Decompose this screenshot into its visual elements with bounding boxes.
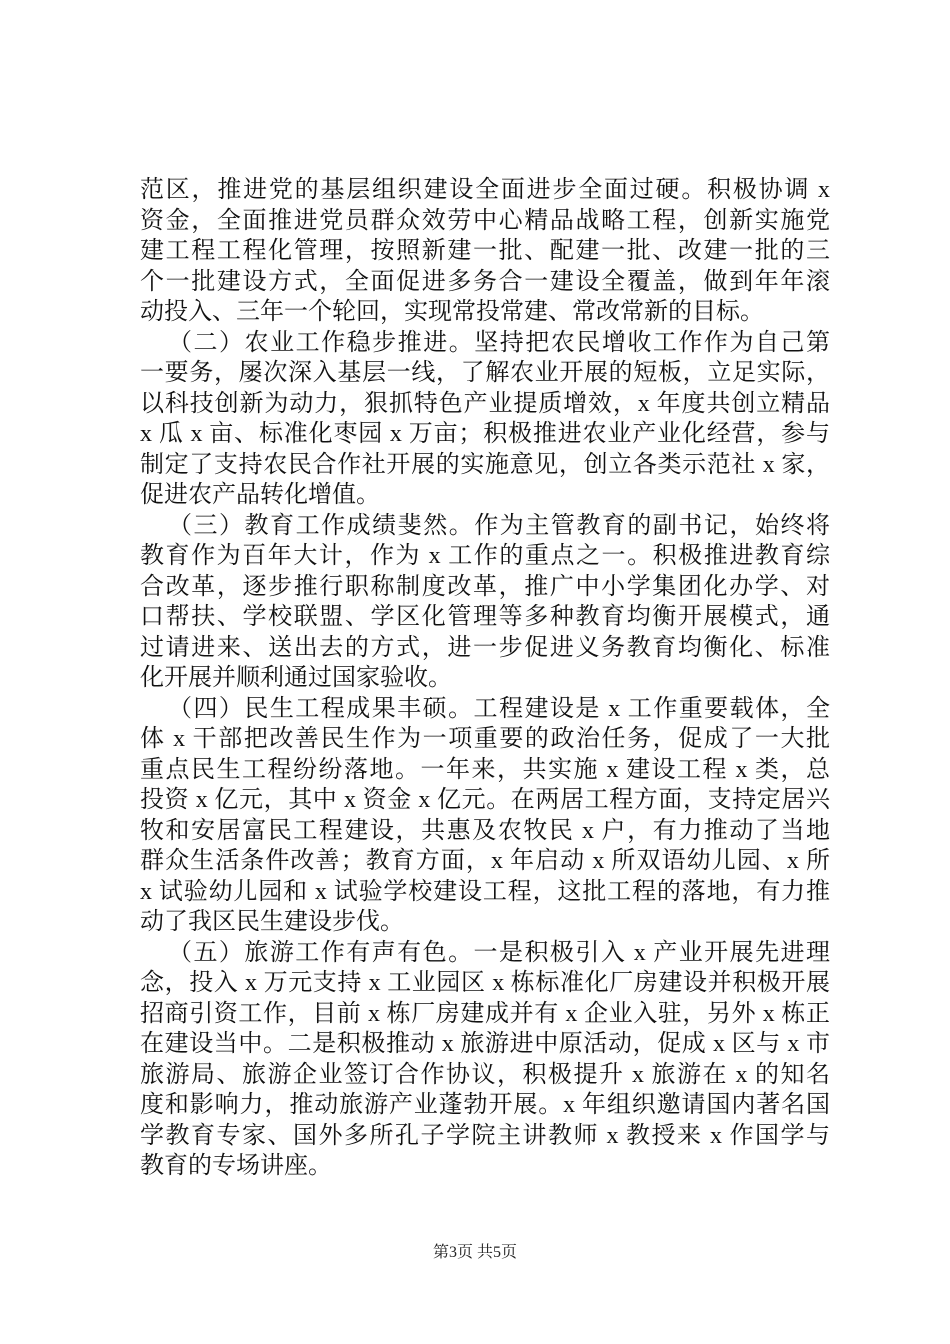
text-line: 动了我区民生建设步伐。 bbox=[140, 909, 404, 935]
text-line: 牧和安居富民工程建设，共惠及农牧民 x 户，有力推动了当地 bbox=[140, 817, 830, 844]
text-line: 动投入、三年一个轮回，实现常投常建、常改常新的目标。 bbox=[140, 299, 764, 325]
text-line: 群众生活条件改善；教育方面，x 年启动 x 所双语幼儿园、x 所 bbox=[140, 848, 830, 874]
text-line: x 瓜 x 亩、标准化枣园 x 万亩；积极推进农业产业化经营，参与 bbox=[140, 421, 830, 447]
text-line: x 试验幼儿园和 x 试验学校建设工程，这批工程的落地，有力推 bbox=[140, 878, 830, 905]
text-line: 重点民生工程纷纷落地。一年来，共实施 x 建设工程 x 类，总 bbox=[140, 756, 830, 783]
paragraph-education bbox=[140, 511, 830, 694]
paragraph-party-building-continued bbox=[140, 175, 830, 328]
paragraph-agriculture bbox=[140, 328, 830, 511]
text-line: 资金，全面推进党员群众效劳中心精品战略工程，创新实施党 bbox=[140, 207, 830, 234]
paragraph-heading-line: （二）农业工作稳步推进。坚持把农民增收工作作为自己第 bbox=[168, 329, 830, 356]
text-line: 学教育专家、国外多所孔子学院主讲教师 x 教授来 x 作国学与 bbox=[140, 1122, 830, 1149]
text-line: 范区，推进党的基层组织建设全面进步全面过硬。积极协调 x bbox=[140, 177, 830, 203]
paragraph-heading-line: （三）教育工作成绩斐然。作为主管教育的副书记，始终将 bbox=[168, 512, 830, 539]
text-line: 制定了支持农民合作社开展的实施意见，创立各类示范社 x 家， bbox=[140, 451, 830, 478]
text-line: 在建设当中。二是积极推动 x 旅游进中原活动，促成 x 区与 x 市 bbox=[140, 1031, 830, 1057]
text-line: 度和影响力，推动旅游产业蓬勃开展。x 年组织邀请国内著名国 bbox=[140, 1092, 830, 1118]
text-line: 口帮扶、学校联盟、学区化管理等多种教育均衡开展模式，通 bbox=[140, 604, 830, 630]
text-line: 过请进来、送出去的方式，进一步促进义务教育均衡化、标准 bbox=[140, 634, 830, 661]
text-line: 合改革，逐步推行职称制度改革，推广中小学集团化办学、对 bbox=[140, 573, 830, 600]
paragraph-heading-line: （五）旅游工作有声有色。一是积极引入 x 产业开展先进理 bbox=[168, 939, 830, 966]
text-line: 旅游局、旅游企业签订合作协议，积极提升 x 旅游在 x 的知名 bbox=[140, 1061, 830, 1088]
text-line: 促进农产品转化增值。 bbox=[140, 482, 380, 508]
text-line: 教育的专场讲座。 bbox=[140, 1153, 332, 1179]
page-number-footer: 第3页 共5页 bbox=[432, 1244, 517, 1261]
text-line: 一要务，屡次深入基层一线，了解农业开展的短板，立足实际， bbox=[140, 360, 830, 386]
paragraph-livelihood-projects bbox=[140, 694, 830, 938]
text-line: 教育作为百年大计，作为 x 工作的重点之一。积极推进教育综 bbox=[140, 543, 830, 569]
text-line: 化开展并顺利通过国家验收。 bbox=[140, 665, 452, 691]
text-line: 念，投入 x 万元支持 x 工业园区 x 栋标准化厂房建设并积极开展 bbox=[140, 970, 830, 996]
text-line: 个一批建设方式，全面促进多务合一建设全覆盖，做到年年滚 bbox=[140, 268, 830, 295]
text-line: 招商引资工作，目前 x 栋厂房建成并有 x 企业入驻，另外 x 栋正 bbox=[140, 1000, 830, 1027]
paragraph-tourism bbox=[140, 938, 830, 1182]
text-line: 建工程工程化管理，按照新建一批、配建一批、改建一批的三 bbox=[140, 238, 830, 264]
text-line: 以科技创新为动力，狠抓特色产业提质增效，x 年度共创立精品 bbox=[140, 390, 830, 417]
paragraph-heading-line: （四）民生工程成果丰硕。工程建设是 x 工作重要载体，全 bbox=[168, 695, 830, 722]
document-body bbox=[140, 175, 830, 1182]
text-line: 投资 x 亿元，其中 x 资金 x 亿元。在两居工程方面，支持定居兴 bbox=[140, 787, 830, 813]
text-line: 体 x 干部把改善民生作为一项重要的政治任务，促成了一大批 bbox=[140, 726, 830, 752]
